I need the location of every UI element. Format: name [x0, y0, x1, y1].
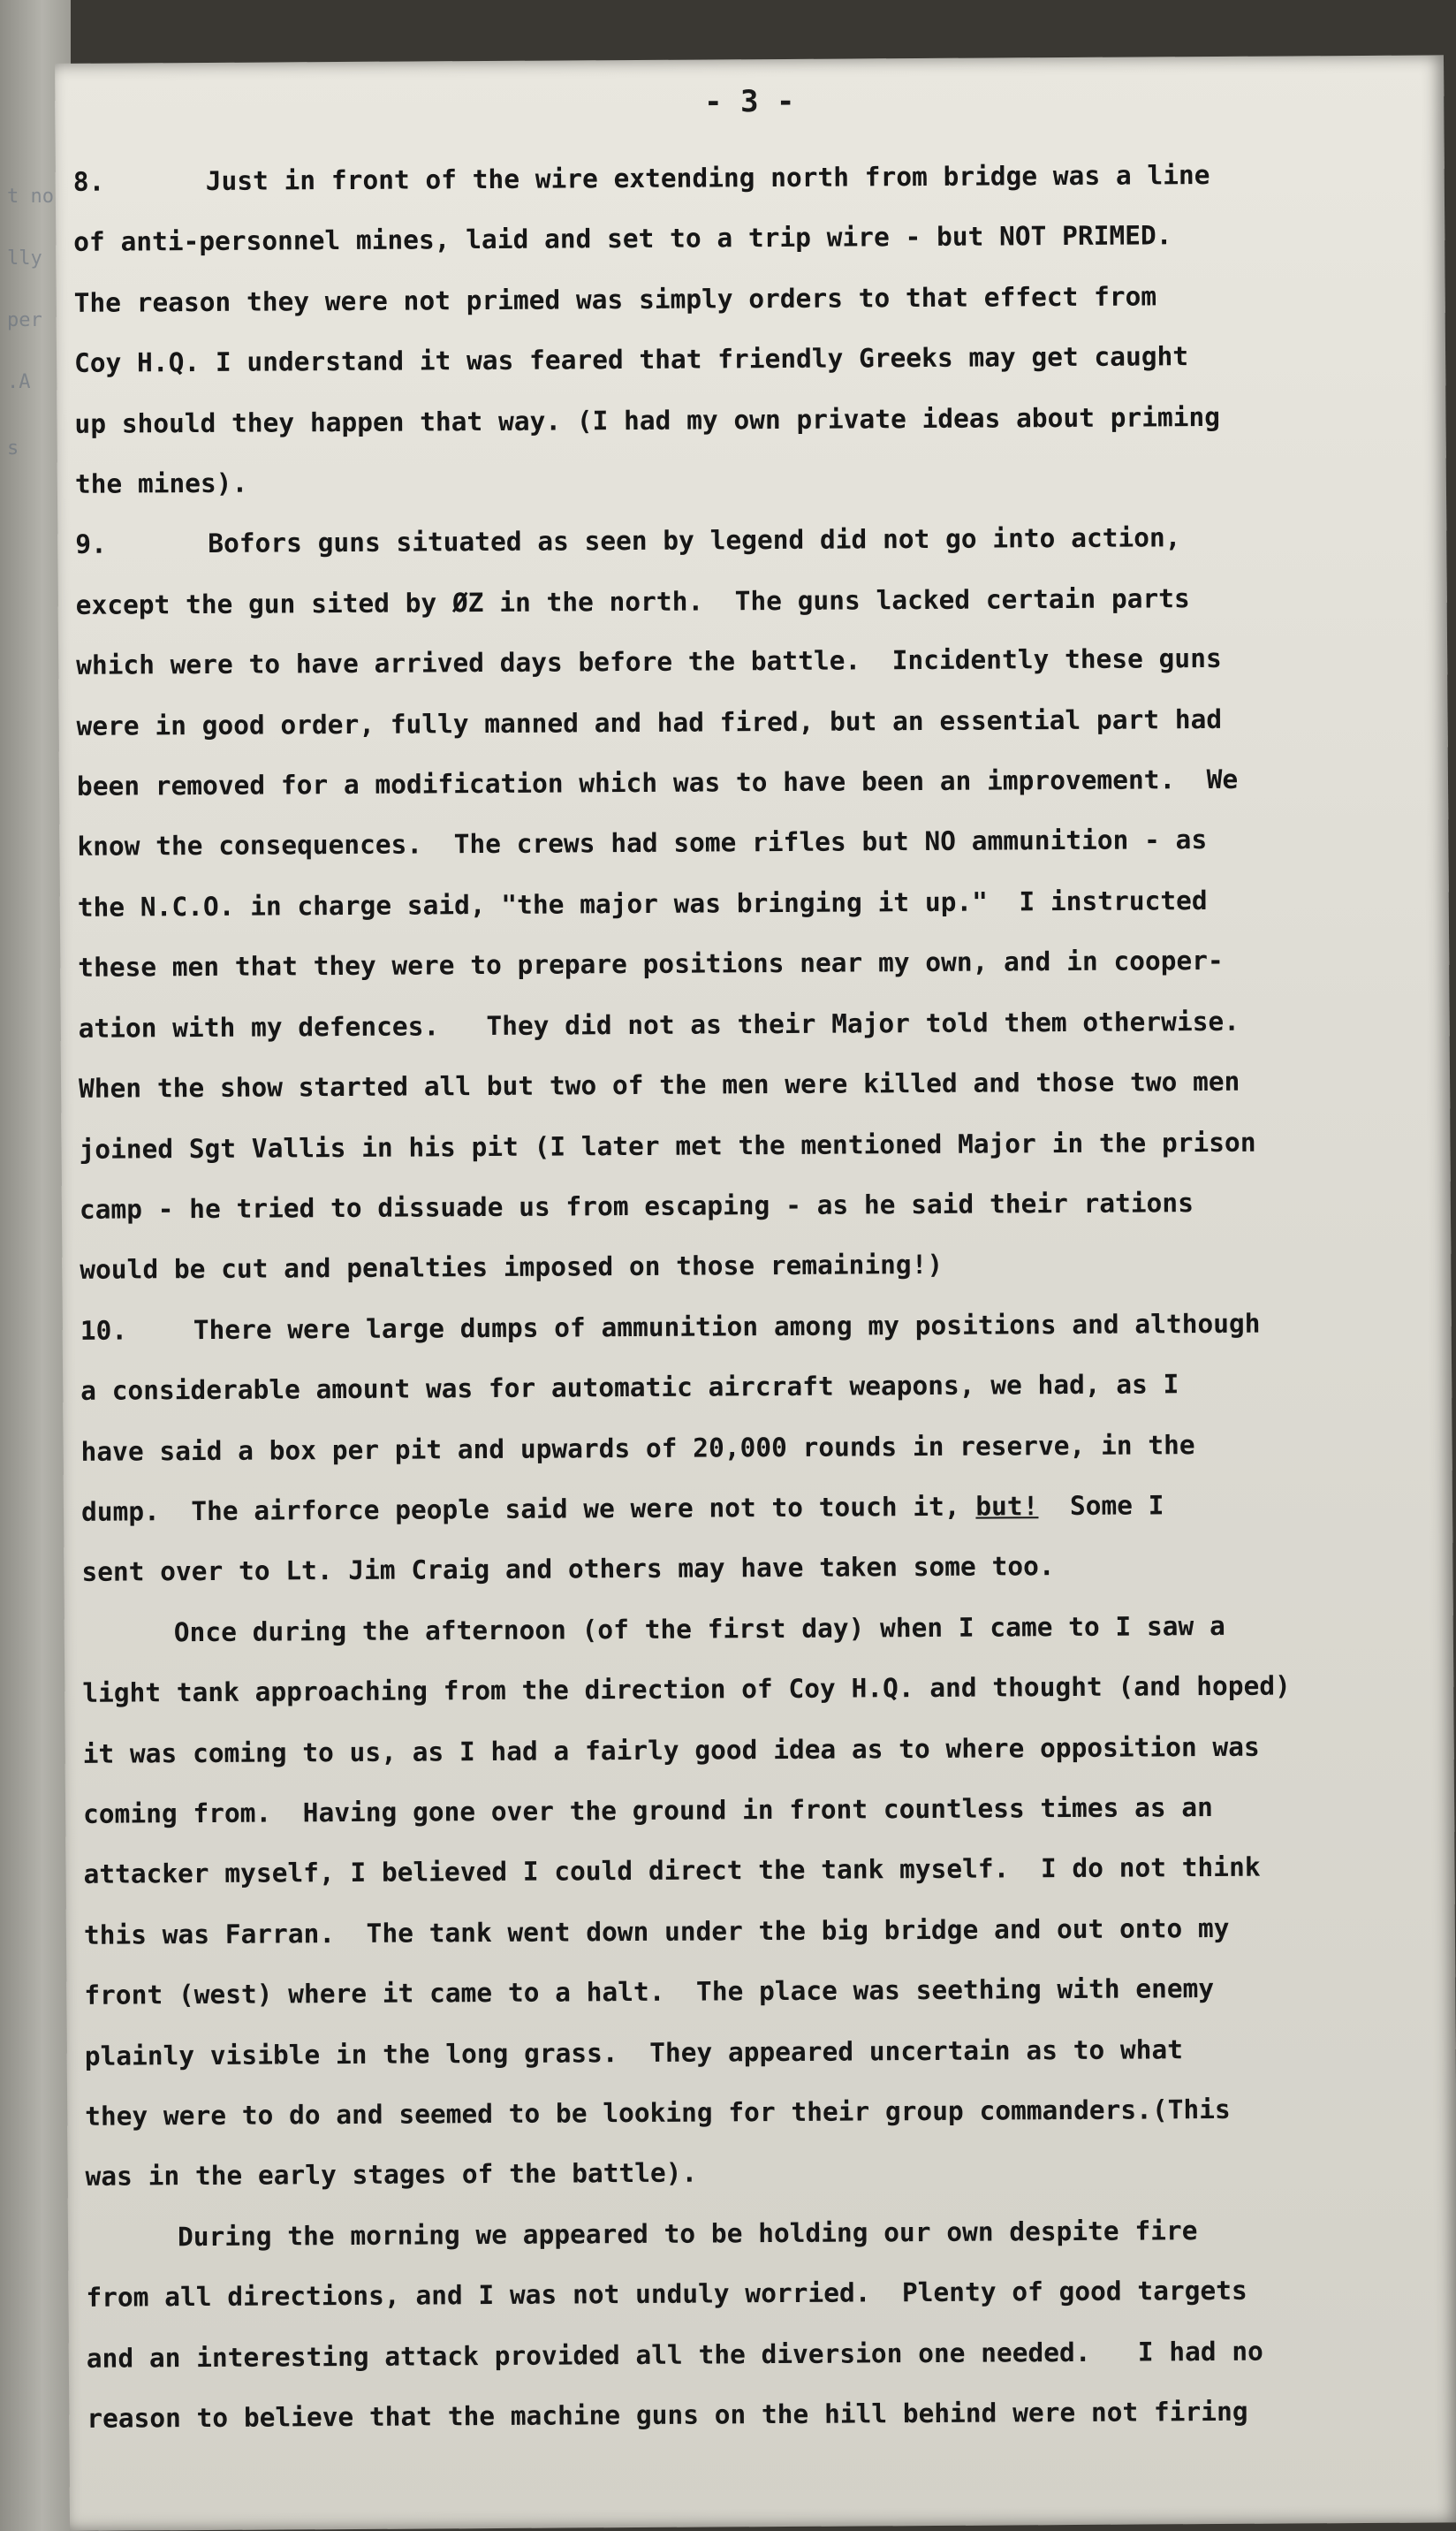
- text-line: The reason they were not primed was simply orders to that effect from: [73, 281, 1157, 318]
- paragraph-number: 9.: [75, 529, 107, 560]
- text-line: plainly visible in the long grass. They appeared uncertain as to what: [84, 2033, 1184, 2071]
- page-number: - 3 -: [703, 83, 795, 120]
- text-line: except the gun sited by ØZ in the north. The guns lacked certain parts: [75, 583, 1190, 620]
- text-line: Once during the afternoon (of the first day) when I came to I saw a: [173, 1610, 1225, 1647]
- text-line: coming from. Having gone over the ground in front countless times as an: [82, 1791, 1213, 1829]
- text-line: [75, 506, 1409, 575]
- text-line: they were to do and seemed to be looking for their group commanders.(This: [85, 2094, 1231, 2132]
- text-line: front (west) where it came to a halt. The place was seething with enemy: [84, 1973, 1215, 2011]
- text-line: light tank approaching from the direction of Coy H.Q. and thought (and hoped): [82, 1670, 1291, 1708]
- facing-page-fragment: t no: [7, 186, 54, 208]
- text-line: the mines).: [74, 467, 248, 499]
- text-line: know the consequences. The crews had some rifles but NO ammunition - as: [77, 825, 1208, 863]
- text-line: of anti-personnel mines, laid and set to a trip wire - but NOT PRIMED.: [73, 220, 1172, 258]
- text-line: sent over to Lt. Jim Craig and others may have taken some too.: [81, 1551, 1055, 1588]
- text-line: the N.C.O. in charge said, "the major was bringing it up." I instructed: [77, 885, 1208, 923]
- underlined-word: but!: [975, 1491, 1039, 1522]
- text-line: Coy H.Q. I understand it was feared that friendly Greeks may get caught: [73, 341, 1189, 379]
- line-text: Bofors guns situated as seen by legend did not go into action,: [208, 522, 1181, 559]
- text-line: a considerable amount was for automatic aircraft weapons, we had, as I: [80, 1369, 1179, 1406]
- text-line: were in good order, fully manned and had fired, but an essential part had: [76, 703, 1223, 741]
- paragraph-number: 10.: [80, 1315, 128, 1346]
- text-line: up should they happen that way. (I had my own private ideas about priming: [74, 401, 1221, 439]
- line-text: There were large dumps of ammunition among my positions and although: [193, 1308, 1261, 1345]
- text-line: When the show started all but two of the men were killed and those two men: [78, 1066, 1240, 1104]
- text-line: these men that they were to prepare positions near my own, and in cooper-: [78, 946, 1224, 984]
- text-line: from all directions, and I was not unduly worried. Plenty of good targets: [86, 2276, 1247, 2314]
- facing-page-fragment: per: [7, 309, 42, 331]
- facing-page-fragment: lly: [7, 247, 42, 270]
- text-line: attacker myself, I believed I could direct the tank myself. I do not think: [83, 1852, 1261, 1890]
- line-text: dump. The airforce people said we were not to touch it,: [80, 1491, 960, 1527]
- text-line: During the morning we appeared to be holding our own despite fire: [177, 2215, 1198, 2253]
- text-line: [80, 1292, 1414, 1361]
- facing-page-fragment: .A: [7, 371, 31, 393]
- line-text: Just in front of the wire extending north from bridge was a line: [205, 160, 1210, 196]
- text-line: this was Farran. The tank went down under the big bridge and out onto my: [83, 1912, 1230, 1950]
- text-line: been removed for a modification which was to have been an improvement. We: [76, 764, 1239, 802]
- text-line: have said a box per pit and upwards of 20,000 rounds in reserve, in the: [80, 1429, 1195, 1467]
- text-line: it was coming to us, as I had a fairly good idea as to where opposition was: [82, 1731, 1260, 1769]
- text-line: reason to believe that the machine guns on the hill behind were not firing: [87, 2396, 1248, 2434]
- text-line: would be cut and penalties imposed on those remaining!): [80, 1250, 944, 1286]
- text-line: [73, 144, 1407, 213]
- text-line: ation with my defences. They did not as their Major told them otherwise.: [78, 1006, 1240, 1044]
- facing-page-fragment: s: [7, 437, 19, 460]
- text-line: joined Sgt Vallis in his pit (I later met the mentioned Major in the prison: [79, 1127, 1256, 1165]
- text-line: camp - he tried to dissuade us from escaping - as he said their rations: [79, 1188, 1194, 1225]
- text-line: which were to have arrived days before the battle. Incidently these guns: [76, 643, 1222, 681]
- text-line: was in the early stages of the battle).: [85, 2158, 698, 2193]
- text-line: and an interesting attack provided all the diversion one needed. I had no: [86, 2336, 1263, 2374]
- typewritten-page: [55, 55, 1456, 2531]
- paragraph-number: 8.: [72, 166, 105, 197]
- page-body: [73, 144, 1422, 2450]
- line-text: Some I: [1038, 1490, 1164, 1522]
- text-line: [81, 1474, 1415, 1543]
